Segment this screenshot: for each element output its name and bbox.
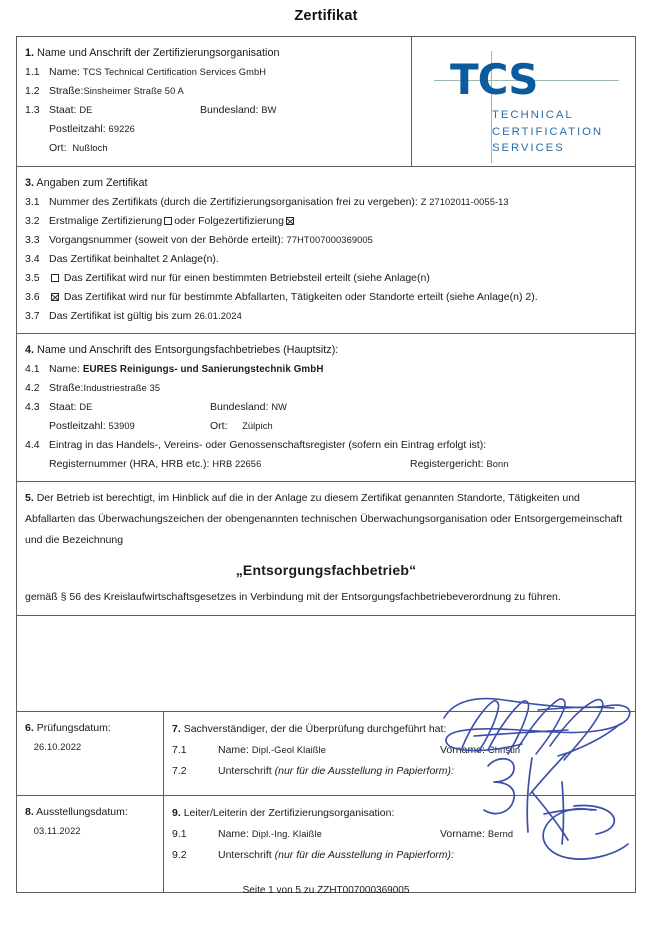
issue-date-label: Ausstellungsdatum: (36, 806, 128, 818)
bundesland-label: Bundesland: (200, 104, 259, 116)
company-street-label: Straße: (49, 382, 84, 394)
section-1-number: 1. (25, 47, 35, 59)
field-number-9-2: 9.2 (172, 849, 187, 861)
section-3-item-3-7 (25, 307, 627, 326)
company-name-value: EURES Reinigungs- und Sanierungstechnik GmbH (82, 364, 324, 375)
section-1-city-line (25, 139, 403, 158)
section-4-name-line (25, 360, 627, 379)
section-7-cell (164, 712, 635, 795)
follow-certification-checkbox[interactable] (286, 217, 294, 225)
section-3-item-3-6 (25, 288, 627, 307)
section-1-street-line (25, 82, 403, 101)
register-number-value: HRB 22656 (212, 459, 262, 469)
street-value: Sinsheimer Straße 50 A (83, 86, 184, 96)
logo-tagline-line-1: TECHNICAL (492, 109, 574, 121)
expert-firstname-value: Christin (487, 745, 521, 755)
company-bundesland-value: NW (271, 402, 288, 412)
audit-date-label: Prüfungsdatum: (36, 722, 111, 734)
field-number-3-3: 3.3 (25, 234, 40, 246)
section-5-line-3: und die Bezeichnung (25, 534, 124, 546)
section-8-cell (17, 796, 164, 892)
section-5-text-1: Der Betrieb ist berechtigt, im Hinblick auf die in der Anlage zu diesem Zertifikat genannten Standorte, Tätigkeiten und (36, 492, 580, 504)
certificate-table (16, 36, 636, 893)
section-7-signature-line (172, 761, 627, 782)
section-1-name-line (25, 63, 403, 82)
expert-name-value: Dipl.-Geol Klaißle (251, 745, 326, 755)
section-4-row (17, 334, 635, 482)
cert-number-label: Nummer des Zertifikats (durch die Zertifizierungsorganisation frei zu vergeben): (49, 196, 418, 208)
section-8-value-line (25, 822, 155, 841)
section-6-value-line (25, 738, 155, 757)
name-label: Name: (49, 66, 80, 78)
field-number-3-2: 3.2 (25, 215, 40, 227)
logo-tagline-line-2: CERTIFICATION (492, 125, 603, 138)
section-4-state-line (25, 398, 627, 417)
name-value: TCS Technical Certification Services GmbH (82, 67, 267, 77)
section-3-item-3-5 (25, 269, 627, 288)
annex-count-label: Das Zertifikat beinhaltet 2 Anlage(n). (49, 253, 219, 265)
state-label: Staat: (49, 104, 77, 116)
tcs-logo (412, 37, 635, 166)
first-certification-label: Erstmalige Zertifizierung (49, 215, 163, 227)
process-number-value: 77HT007000369005 (286, 235, 373, 245)
plz-label: Postleitzahl: (49, 123, 106, 135)
issue-date-value: 03.11.2022 (33, 826, 81, 836)
section-1-heading (25, 43, 403, 63)
section-9-cell (164, 796, 635, 892)
city-value: Nußloch (72, 143, 108, 153)
company-plz-label: Postleitzahl: (49, 420, 106, 432)
valid-until-value: 26.01.2024 (194, 311, 242, 321)
section-4-heading-text: Name und Anschrift des Entsorgungsfachbetriebes (Hauptsitz): (37, 344, 339, 356)
field-number-4-1: 4.1 (25, 363, 40, 375)
register-court-value: Bonn (486, 459, 509, 469)
company-city-group (210, 417, 273, 436)
field-number-4-3: 4.3 (25, 401, 40, 413)
company-name-label: Name: (49, 363, 80, 375)
company-city-value: Zülpich (242, 421, 273, 431)
page-footer: Seite 1 von 5 zu ZZHT007000369005 (242, 885, 410, 896)
section-6-number: 6. (25, 722, 34, 734)
field-number-3-6: 3.6 (25, 291, 40, 303)
section-7-number: 7. (172, 723, 181, 735)
section-7-heading (172, 719, 627, 740)
field-number-3-1: 3.1 (25, 196, 40, 208)
expert-signature-note: (nur für die Ausstellung in Papierform): (274, 765, 454, 777)
field-number-3-7: 3.7 (25, 310, 40, 322)
section-4-register-line (25, 455, 627, 474)
audit-date-value: 26.10.2022 (33, 742, 82, 752)
field-number-9-1: 9.1 (172, 828, 187, 840)
section-1-heading-text: Name und Anschrift der Zertifizierungsorganisation (37, 47, 280, 59)
section-1-row (17, 37, 635, 167)
section-9-signature-line (172, 845, 627, 866)
company-plz-value: 53909 (108, 421, 135, 431)
cert-number-value: Z 27102011-0055-13 (420, 197, 509, 207)
section-4-number: 4. (25, 344, 35, 356)
expert-firstname-label: Vorname: (440, 744, 485, 756)
section-4-heading (25, 340, 627, 360)
logo-tagline (492, 107, 603, 157)
section-1-cell (17, 37, 412, 166)
section-3-heading-text: Angaben zum Zertifikat (36, 177, 148, 189)
section-5-row (17, 482, 635, 616)
section-5-line-1 (25, 488, 627, 509)
partial-operation-checkbox[interactable] (51, 274, 59, 282)
field-number-3-4: 3.4 (25, 253, 40, 265)
street-label: Straße: (49, 85, 84, 97)
section-9-name-line (172, 824, 627, 845)
company-street-value: Industriestraße 35 (83, 383, 161, 393)
expert-name-label: Name: (218, 744, 249, 756)
bundesland-group (200, 101, 277, 120)
section-4-plz-line (25, 417, 627, 436)
field-number-1-3: 1.3 (25, 104, 40, 116)
company-state-value: DE (79, 402, 93, 412)
plz-value: 69226 (108, 124, 135, 134)
register-court-group (410, 455, 509, 474)
field-number-1-2: 1.2 (25, 85, 40, 97)
section-3-heading (25, 173, 627, 193)
specific-waste-checkbox[interactable] (51, 293, 59, 301)
specific-waste-label: Das Zertifikat wird nur für bestimmte Abfallarten, Tätigkeiten oder Standorte erteilt (siehe Anlage(n) 2). (63, 291, 538, 303)
section-5-line-4: gemäß § 56 des Kreislaufwirtschaftsgesetzes in Verbindung mit der Entsorgungsfachbetriebeverordnung zu führen. (25, 591, 561, 603)
logo-wordmark: TCS (450, 55, 538, 104)
section-5-number: 5. (25, 492, 34, 504)
section-3-item-3-2 (25, 212, 627, 231)
bundesland-value: BW (261, 105, 277, 115)
register-number-label: Registernummer (HRA, HRB etc.): (49, 458, 210, 470)
section-3-row (17, 167, 635, 334)
section-4-street-line (25, 379, 627, 398)
follow-certification-label: oder Folgezertifizierung (174, 215, 284, 227)
section-9-number: 9. (172, 807, 181, 819)
expert-firstname-group (440, 740, 520, 761)
register-court-label: Registergericht: (410, 458, 484, 470)
field-number-7-1: 7.1 (172, 744, 187, 756)
section-4-register-heading (25, 436, 627, 455)
blank-spacer-row (17, 616, 635, 712)
section-5-line-2: Abfallarten das Überwachungszeichen der obengenannten technischen Überwachungsorganisation oder Entsorgergemeinschaft (25, 513, 623, 525)
partial-operation-label: Das Zertifikat wird nur für einen bestimmten Betriebsteil erteilt (siehe Anlage(n) (63, 272, 430, 284)
section-8-9-row (17, 796, 635, 892)
field-number-4-2: 4.2 (25, 382, 40, 394)
city-label: Ort: (49, 142, 67, 154)
section-7-name-line (172, 740, 627, 761)
section-6-cell (17, 712, 164, 795)
logo-tagline-line-3: SERVICES (492, 142, 565, 154)
section-3-item-3-4 (25, 250, 627, 269)
company-bundesland-label: Bundesland: (210, 401, 269, 413)
director-firstname-value: Bernd (487, 829, 514, 839)
company-state-label: Staat: (49, 401, 77, 413)
section-8-heading (25, 803, 155, 822)
company-bundesland-group (210, 398, 287, 417)
section-1-plz-line (25, 120, 403, 139)
director-firstname-label: Vorname: (440, 828, 485, 840)
field-number-7-2: 7.2 (172, 765, 187, 777)
valid-until-label: Das Zertifikat ist gültig bis zum (49, 310, 192, 322)
state-value: DE (79, 105, 93, 115)
section-7-heading-text: Sachverständiger, der die Überprüfung durchgeführt hat: (183, 723, 447, 735)
section-6-7-row (17, 712, 635, 796)
expert-signature-label: Unterschrift (218, 765, 272, 777)
page-title: Zertifikat (294, 8, 358, 24)
section-9-heading-text: Leiter/Leiterin der Zertifizierungsorganisation: (183, 807, 395, 819)
section-1-state-line (25, 101, 403, 120)
director-signature-note: (nur für die Ausstellung in Papierform): (274, 849, 454, 861)
director-signature-label: Unterschrift (218, 849, 272, 861)
section-8-number: 8. (25, 806, 34, 818)
section-6-heading (25, 719, 155, 738)
section-3-item-3-3 (25, 231, 627, 250)
section-9-heading (172, 803, 627, 824)
director-name-label: Name: (218, 828, 249, 840)
first-certification-checkbox[interactable] (164, 217, 172, 225)
logo-cell (412, 37, 635, 166)
designation-title: „Entsorgungsfachbetrieb“ (235, 562, 417, 578)
section-3-number: 3. (25, 177, 35, 189)
process-number-label: Vorgangsnummer (soweit von der Behörde erteilt): (49, 234, 284, 246)
register-heading-text: Eintrag in das Handels-, Vereins- oder Genossenschaftsregister (sofern ein Eintrag erfolgt ist): (49, 439, 487, 451)
director-firstname-group (440, 824, 513, 845)
field-number-4-4: 4.4 (25, 439, 40, 451)
field-number-3-5: 3.5 (25, 272, 40, 284)
company-city-label: Ort: (210, 420, 228, 432)
section-3-item-3-1 (25, 193, 627, 212)
field-number-1-1: 1.1 (25, 66, 40, 78)
director-name-value: Dipl.-Ing. Klaißle (251, 829, 322, 839)
